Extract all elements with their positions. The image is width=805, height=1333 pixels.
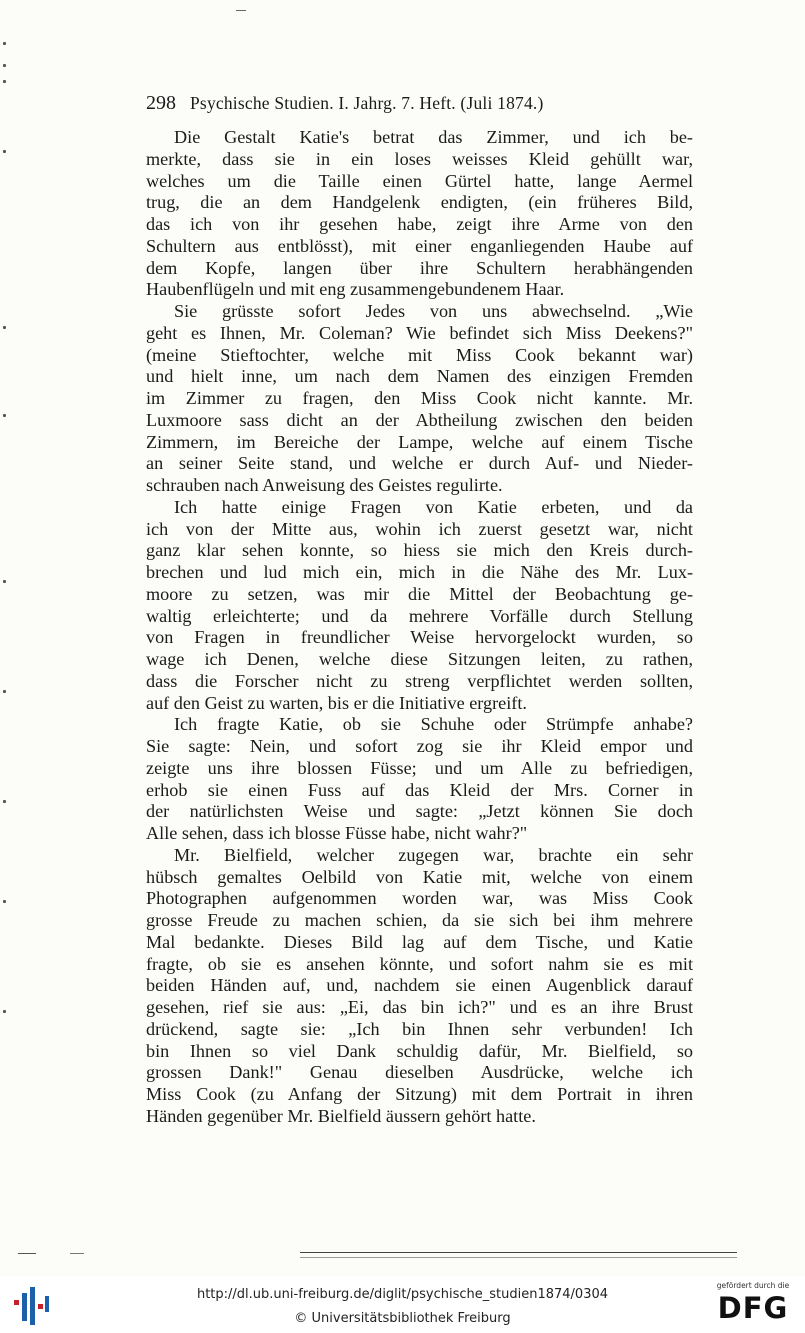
text-line: und hielt inne, um nach dem Namen des einzigen Fremden [146, 366, 693, 387]
text-line: waltig erleichterte; und da mehrere Vorfälle durch Stellung [146, 605, 693, 626]
text-line: dem Kopfe, langen über ihre Schultern herabhängenden [146, 257, 693, 278]
article-body [146, 127, 693, 1128]
journal-title: Psychische Studien. I. Jahrg. 7. Heft. (Juli 1874.) [190, 93, 544, 113]
text-line: Miss Cook (zu Anfang der Sitzung) mit dem Portrait in ihren [146, 1084, 693, 1104]
text-line: Haubenflügeln und mit eng zusammengebundenem Haar. [146, 279, 565, 300]
text-line: brechen und lud mich ein, mich in die Nähe des Mr. Lux- [146, 562, 693, 582]
text-line: auf den Geist zu warten, bis er die Initiative ergreift. [146, 692, 527, 713]
text-line: geht es Ihnen, Mr. Coleman? Wie befindet sich Miss Deekens?" [146, 322, 693, 343]
text-line: Alle sehen, dass ich blosse Füsse habe, nicht wahr?" [146, 823, 528, 843]
footer-rule [300, 1252, 737, 1253]
text-line: grossen Dank!" Genau dieselben Ausdrücke, welche ich [146, 1062, 693, 1083]
text-line: Luxmoore sass dicht an der Abtheilung zwischen den beiden [146, 409, 693, 430]
text-line: wage ich Denen, welche diese Sitzungen leiten, zu rathen, [146, 649, 693, 669]
text-line: fragte, ob sie es ansehen könnte, und sofort nahm sie es mit [146, 953, 693, 974]
text-line: im Zimmer zu fragen, den Miss Cook nicht kannte. Mr. [146, 388, 693, 408]
text-line: Ich fragte Katie, ob sie Schuhe oder Strümpfe anhabe? [174, 714, 693, 735]
text-line: trug, die an dem Handgelenk endigten, (ein früheres Bild, [146, 192, 693, 213]
text-line: der natürlichsten Weise und sagte: „Jetzt können Sie doch [146, 801, 693, 822]
page-number: 298 [146, 92, 176, 114]
text-line: hübsch gemaltes Oelbild von Katie mit, welche von einem [146, 866, 693, 887]
text-line: beiden Händen auf, und, nachdem sie einen Augenblick darauf [146, 975, 693, 996]
text-line: Mr. Bielfield, welcher zugegen war, brachte ein sehr [174, 844, 693, 865]
text-line: merkte, dass sie in ein loses weisses Kleid gehüllt war, [146, 148, 693, 169]
text-line: zeigte uns ihre blossen Füsse; und um Alle zu befriedigen, [146, 757, 693, 778]
scan-mark [236, 10, 246, 11]
dfg-logo[interactable]: DFG [717, 1291, 789, 1325]
text-line: Sie sagte: Nein, und sofort zog sie ihr Kleid empor und [146, 736, 693, 756]
library-footer [0, 1276, 805, 1333]
text-line: bin Ihnen so viel Dank schuldig dafür, Mr. Bielfield, so [146, 1040, 693, 1061]
text-line: ganz klar sehen konnte, so hiess sie mich den Kreis durch- [146, 540, 693, 561]
text-line: das ich von ihr gesehen habe, zeigt ihre Arme von den [146, 214, 693, 234]
running-header [146, 92, 694, 116]
text-line: ich von der Mitte aus, wohin ich zuerst gesetzt war, nicht [146, 518, 693, 539]
text-line: drückend, sagte sie: „Ich bin Ihnen sehr verbunden! Ich [146, 1018, 693, 1039]
text-line: Mal bedankte. Dieses Bild lag auf dem Tische, und Katie [146, 931, 693, 952]
dfg-tagline: gefördert durch die [716, 1281, 790, 1290]
text-line: Schultern aus entblösst), mit einer enganliegenden Haube auf [146, 235, 693, 256]
text-line: erhob sie einen Fuss auf das Kleid der Mrs. Corner in [146, 779, 693, 800]
margin-marks [0, 0, 16, 1276]
footer-rule [300, 1257, 737, 1258]
footer-mark [18, 1253, 36, 1254]
text-line: Zimmern, im Bereiche der Lampe, welche auf einem Tische [146, 431, 693, 452]
text-line: (meine Stieftochter, welche mit Miss Cook bekannt war) [146, 344, 693, 365]
text-line: Die Gestalt Katie's betrat das Zimmer, und ich be- [174, 127, 693, 147]
text-line: Ich hatte einige Fragen von Katie erbeten, und da [174, 496, 693, 517]
text-line: welches um die Taille einen Gürtel hatte, lange Aermel [146, 170, 693, 191]
text-line: gesehen, rief sie aus: „Ei, das bin ich?" und es an ihre Brust [146, 997, 693, 1017]
text-line: schrauben nach Anweisung des Geistes regulirte. [146, 475, 503, 495]
text-line: Photographen aufgenommen worden war, was Miss Cook [146, 888, 693, 909]
footer-mark [70, 1253, 84, 1254]
text-line: an seiner Seite stand, und welche er durch Auf- und Nieder- [146, 453, 693, 474]
text-line: moore zu setzen, was mir die Mittel der Beobachtung ge- [146, 583, 693, 604]
copyright-notice: © Universitätsbibliothek Freiburg [294, 1311, 511, 1326]
permalink-url[interactable]: http://dl.ub.uni-freiburg.de/diglit/psychische_studien1874/0304 [196, 1287, 609, 1302]
text-line: Händen gegenüber Mr. Bielfield äussern gehört hatte. [146, 1105, 536, 1126]
text-line: Sie grüsste sofort Jedes von uns abwechselnd. „Wie [174, 301, 693, 321]
text-line: grosse Freude zu machen schien, da sie sich bei ihm mehrere [146, 910, 693, 930]
text-line: dass die Forscher nicht zu streng verpflichtet werden sollten, [146, 670, 693, 691]
text-line: von Fragen in freundlicher Weise hervorgelockt wurden, so [146, 627, 693, 648]
